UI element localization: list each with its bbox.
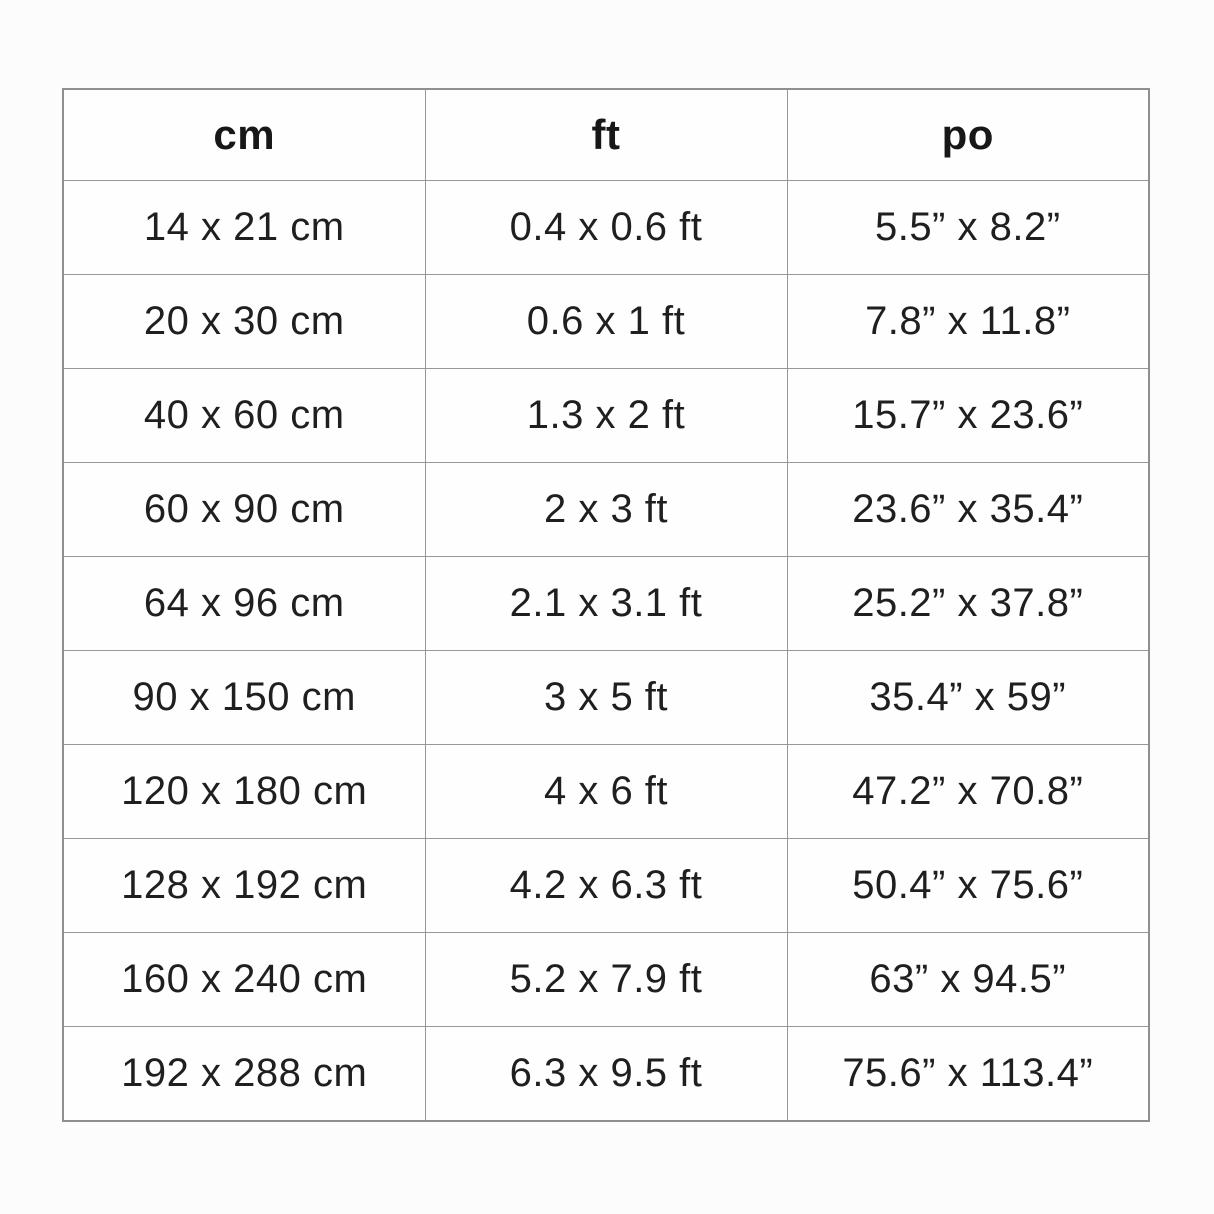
- table-row: [63, 463, 1149, 557]
- table-row: [63, 745, 1149, 839]
- cell-ft: 0.6 x 1 ft: [425, 275, 787, 369]
- size-conversion-table: [62, 88, 1150, 1122]
- cell-cm: 20 x 30 cm: [63, 275, 425, 369]
- table-row: [63, 181, 1149, 275]
- cell-po: 75.6” x 113.4”: [787, 1027, 1149, 1122]
- table-row: [63, 1027, 1149, 1122]
- cell-cm: 64 x 96 cm: [63, 557, 425, 651]
- column-header-ft: ft: [425, 89, 787, 181]
- cell-cm: 160 x 240 cm: [63, 933, 425, 1027]
- table-row: [63, 933, 1149, 1027]
- cell-cm: 192 x 288 cm: [63, 1027, 425, 1122]
- cell-ft: 2.1 x 3.1 ft: [425, 557, 787, 651]
- cell-cm: 40 x 60 cm: [63, 369, 425, 463]
- table-row: [63, 275, 1149, 369]
- cell-cm: 120 x 180 cm: [63, 745, 425, 839]
- cell-po: 47.2” x 70.8”: [787, 745, 1149, 839]
- cell-po: 15.7” x 23.6”: [787, 369, 1149, 463]
- cell-po: 35.4” x 59”: [787, 651, 1149, 745]
- cell-ft: 3 x 5 ft: [425, 651, 787, 745]
- column-header-cm: cm: [63, 89, 425, 181]
- cell-ft: 4.2 x 6.3 ft: [425, 839, 787, 933]
- cell-ft: 5.2 x 7.9 ft: [425, 933, 787, 1027]
- table-header: [63, 89, 1149, 181]
- header-row: [63, 89, 1149, 181]
- cell-ft: 0.4 x 0.6 ft: [425, 181, 787, 275]
- table-row: [63, 557, 1149, 651]
- table-body: [63, 181, 1149, 1122]
- cell-cm: 14 x 21 cm: [63, 181, 425, 275]
- cell-cm: 128 x 192 cm: [63, 839, 425, 933]
- cell-ft: 1.3 x 2 ft: [425, 369, 787, 463]
- cell-ft: 2 x 3 ft: [425, 463, 787, 557]
- cell-po: 23.6” x 35.4”: [787, 463, 1149, 557]
- table-row: [63, 369, 1149, 463]
- cell-po: 50.4” x 75.6”: [787, 839, 1149, 933]
- cell-ft: 6.3 x 9.5 ft: [425, 1027, 787, 1122]
- cell-cm: 90 x 150 cm: [63, 651, 425, 745]
- cell-po: 7.8” x 11.8”: [787, 275, 1149, 369]
- table-row: [63, 839, 1149, 933]
- cell-po: 25.2” x 37.8”: [787, 557, 1149, 651]
- cell-po: 5.5” x 8.2”: [787, 181, 1149, 275]
- cell-cm: 60 x 90 cm: [63, 463, 425, 557]
- table-row: [63, 651, 1149, 745]
- size-conversion-table-container: [62, 88, 1150, 1122]
- cell-po: 63” x 94.5”: [787, 933, 1149, 1027]
- column-header-po: po: [787, 89, 1149, 181]
- cell-ft: 4 x 6 ft: [425, 745, 787, 839]
